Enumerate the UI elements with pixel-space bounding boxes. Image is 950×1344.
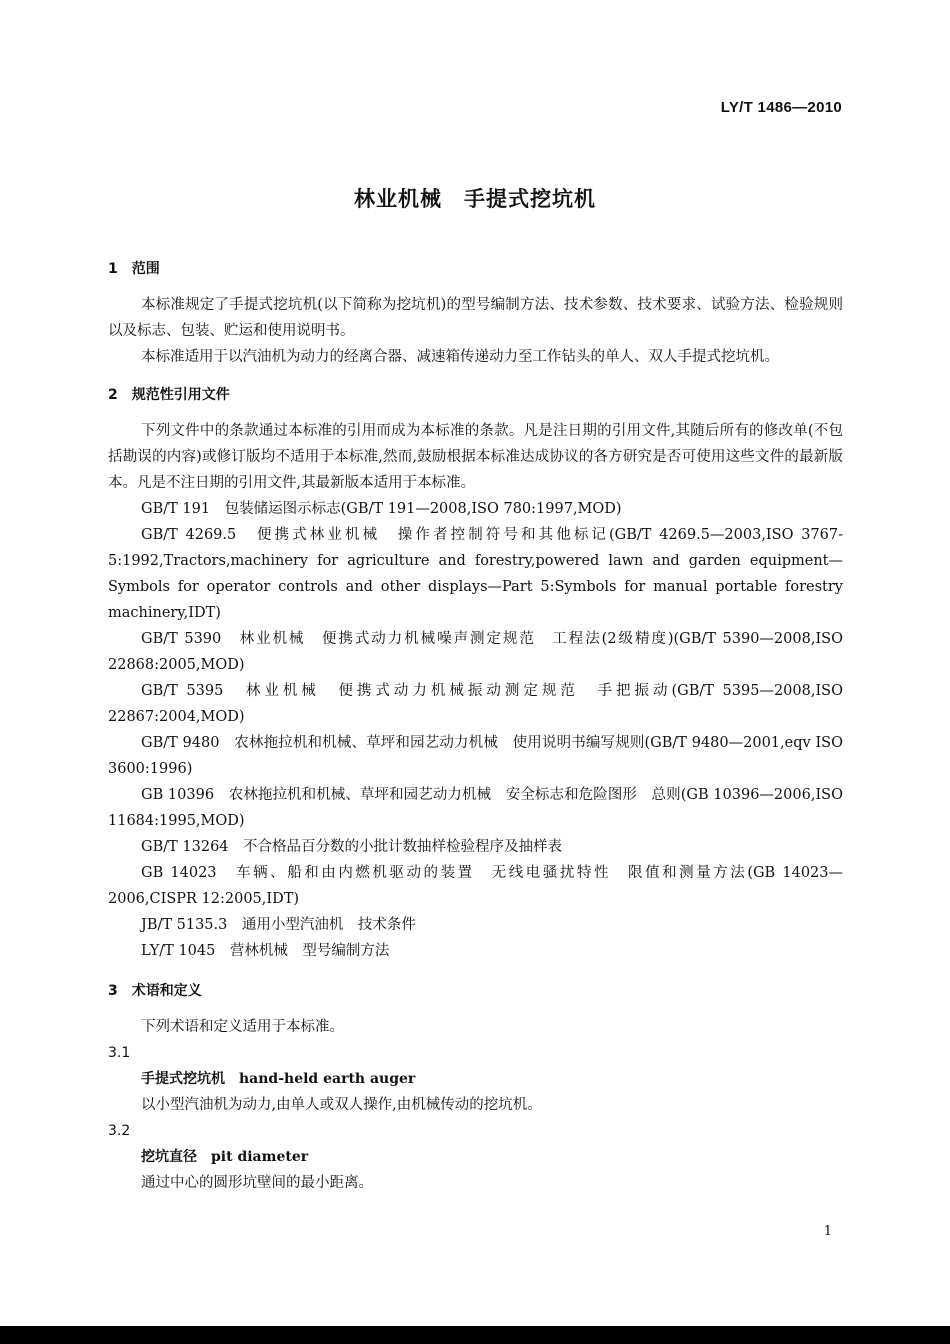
section-heading-scope: 1 范围	[108, 261, 160, 277]
standard-code: LY/T 1486—2010	[720, 99, 842, 116]
term-zh: 挖坑直径	[141, 1149, 197, 1165]
reference-item: GB/T 9480 农林拖拉机和机械、草坪和园艺动力机械 使用说明书编写规则(GB/T 9480—2001,eqv ISO 3600:1996)	[108, 735, 843, 777]
reference-item: GB/T 5390 林业机械 便携式动力机械噪声测定规范 工程法(2级精度)(GB/T 5390—2008,ISO 22868:2005,MOD)	[108, 631, 843, 673]
term-zh: 手提式挖坑机	[141, 1071, 225, 1087]
section-heading-normative-references: 2 规范性引用文件	[108, 387, 230, 403]
section-heading-terms-definitions: 3 术语和定义	[108, 983, 202, 999]
term-definition: 以小型汽油机为动力,由单人或双人操作,由机械传动的挖坑机。	[141, 1097, 542, 1113]
term-heading	[108, 1144, 843, 1170]
reference-item: GB/T 4269.5 便携式林业机械 操作者控制符号和其他标记(GB/T 4269.5—2003,ISO 3767-5:1992,Tractors,machinery for agriculture and forestry,powered lawn and garden equipment—Symbols for operator controls and other displays—Part 5:Symbols for manual portable forestry machinery,IDT)	[108, 527, 843, 621]
reference-item: LY/T 1045 营林机械 型号编制方法	[141, 943, 390, 959]
term-en: pit diameter	[211, 1149, 309, 1165]
references-intro: 下列文件中的条款通过本标准的引用而成为本标准的条款。凡是注日期的引用文件,其随后所有的修改单(不包括勘误的内容)或修订版均不适用于本标准,然而,鼓励根据本标准达成协议的各方研究是否可使用这些文件的最新版本。凡是不注日期的引用文件,其最新版本适用于本标准。	[108, 423, 843, 491]
term-en: hand-held earth auger	[239, 1071, 416, 1087]
reference-item: GB 14023 车辆、船和由内燃机驱动的装置 无线电骚扰特性 限值和测量方法(GB 14023—2006,CISPR 12:2005,IDT)	[108, 865, 843, 907]
reference-item: GB 10396 农林拖拉机和机械、草坪和园艺动力机械 安全标志和危险图形 总则(GB 10396—2006,ISO 11684:1995,MOD)	[108, 787, 843, 829]
term-definition: 通过中心的圆形坑壁间的最小距离。	[141, 1175, 373, 1191]
reference-item: GB/T 13264 不合格品百分数的小批计数抽样检验程序及抽样表	[141, 839, 563, 855]
terms-intro: 下列术语和定义适用于本标准。	[141, 1019, 344, 1035]
document-title: 林业机械 手提式挖坑机	[354, 187, 596, 211]
scope-paragraph: 本标准规定了手提式挖坑机(以下简称为挖坑机)的型号编制方法、技术参数、技术要求、试验方法、检验规则以及标志、包装、贮运和使用说明书。	[108, 297, 843, 339]
reference-item: GB/T 191 包装储运图示标志(GB/T 191—2008,ISO 780:1997,MOD)	[141, 501, 622, 517]
reference-item: GB/T 5395 林业机械 便携式动力机械振动测定规范 手把振动(GB/T 5395—2008,ISO 22867:2004,MOD)	[108, 683, 843, 725]
bottom-border	[0, 1326, 950, 1344]
term-number: 3.1	[108, 1045, 131, 1061]
term-number: 3.2	[108, 1123, 131, 1139]
scope-paragraph: 本标准适用于以汽油机为动力的经离合器、减速箱传递动力至工作钻头的单人、双人手提式挖坑机。	[141, 349, 779, 365]
term-heading	[108, 1066, 843, 1092]
reference-item: JB/T 5135.3 通用小型汽油机 技术条件	[141, 917, 416, 933]
page-number: 1	[823, 1224, 832, 1239]
document-body	[108, 256, 843, 1196]
